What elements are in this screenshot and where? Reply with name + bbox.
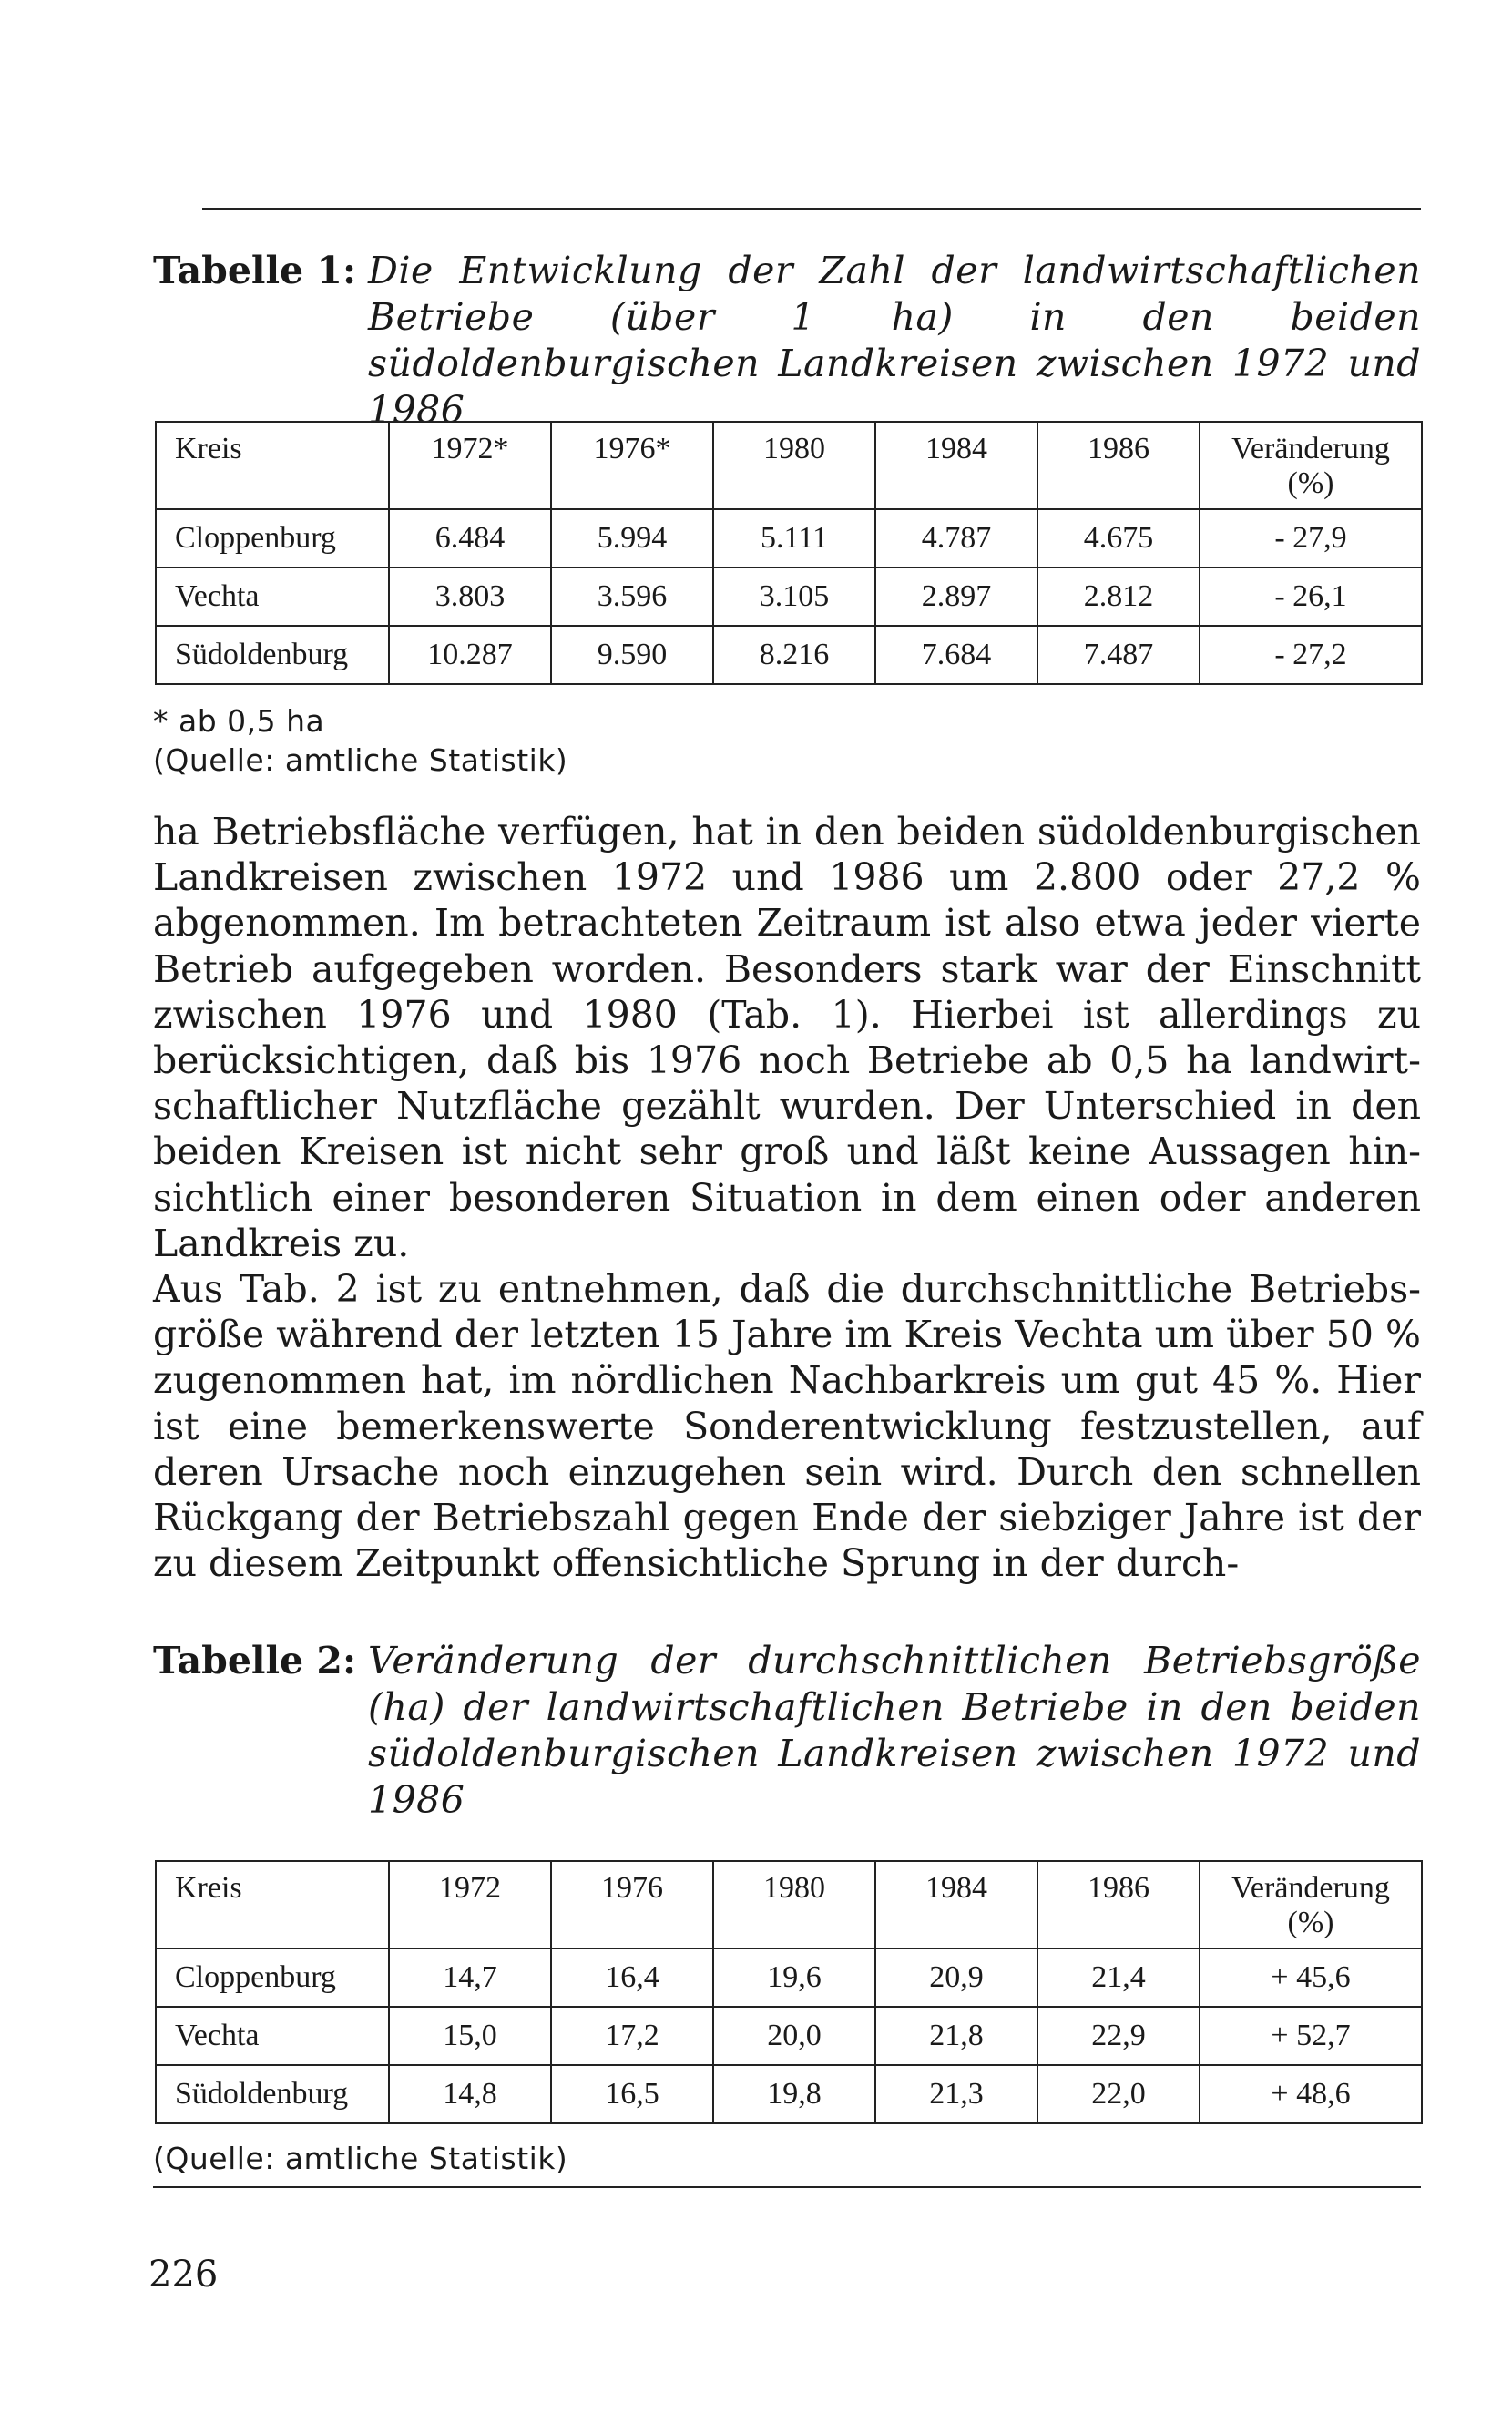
table2-title: Veränderung der durchschnittlichen Betriebsgröße (ha) der landwirtschaftlichen Betriebe in den beiden südoldenburgischen Landkreisen zwischen 1972 und 1986 [368,1639,1421,1822]
table-cell: 22,9 [1037,2007,1200,2065]
table-cell: 5.994 [551,509,713,568]
table-header-cell: 1980 [713,422,875,509]
table-header-cell: Kreis [156,1861,389,1948]
body-text [153,809,1421,1586]
table-cell: 2.812 [1037,568,1200,626]
table-cell: + 52,7 [1200,2007,1422,2065]
table-cell: 9.590 [551,626,713,684]
table-cell: 19,8 [713,2065,875,2123]
table-cell: 20,0 [713,2007,875,2065]
bottom-rule [153,2186,1421,2188]
table-cell: 17,2 [551,2007,713,2065]
paragraph: Aus Tab. 2 ist zu entnehmen, daß die durchschnittliche Betriebsgröße während der letzten 15 Jahre im Kreis Vechta um über 50 % zugenommen hat, im nördlichen Nachbarkreis um gut 45 %. Hier ist eine bemerkenswerte Sonderentwicklung festzustellen, auf deren Ursache noch einzugehen sein wird. Durch den schnellen Rückgang der Betriebszahl gegen Ende der siebziger Jahre ist der zu diesem Zeitpunkt offensichtliche Sprung in der durch- [153,1267,1421,1586]
table-header-cell: 1972 [389,1861,551,1948]
table-row [156,1948,1422,2007]
table-cell: 8.216 [713,626,875,684]
table-header-cell: Veränderung (%) [1200,1861,1422,1948]
table-row [156,568,1422,626]
table-cell: - 27,9 [1200,509,1422,568]
table-row [156,2065,1422,2123]
table-cell: 6.484 [389,509,551,568]
table-row [156,509,1422,568]
table-cell: Vechta [156,568,389,626]
table-cell: 3.596 [551,568,713,626]
table-cell: 3.803 [389,568,551,626]
table-cell: Cloppenburg [156,1948,389,2007]
table-cell: - 26,1 [1200,568,1422,626]
table1-footnote: * ab 0,5 ha [153,703,325,739]
table1-caption [153,248,1421,434]
paragraph: ha Betriebsfläche verfügen, hat in den beiden südoldenburgischen Landkreisen zwischen 1972 und 1986 um 2.800 oder 27,2 % abgenommen. Im betrachteten Zeitraum ist also etwa jeder vierte Betrieb aufgegeben worden. Besonders stark war der Einschnitt zwischen 1976 und 1980 (Tab. 1). Hierbei ist allerdings zu berücksichtigen, daß bis 1976 noch Betriebe ab 0,5 ha landwirtschaftlicher Nutzfläche gezählt wurden. Der Unterschied in den beiden Kreisen ist nicht sehr groß und läßt keine Aussagen hinsichtlich einer besonderen Situation in dem einen oder anderen Landkreis zu. [153,810,1421,1265]
table-cell: 3.105 [713,568,875,626]
table-cell: 19,6 [713,1948,875,2007]
table1-label: Tabelle 1: [153,249,357,292]
table2 [155,1860,1423,2124]
table-header-cell: 1976* [551,422,713,509]
table-cell: Cloppenburg [156,509,389,568]
table-cell: 7.684 [875,626,1037,684]
table-cell: Vechta [156,2007,389,2065]
table-cell: - 27,2 [1200,626,1422,684]
page-number: 226 [148,2254,219,2296]
table-cell: 7.487 [1037,626,1200,684]
table-cell: 14,7 [389,1948,551,2007]
table-cell: + 45,6 [1200,1948,1422,2007]
table-cell: 15,0 [389,2007,551,2065]
table-cell: 14,8 [389,2065,551,2123]
table-header-cell: Veränderung (%) [1200,422,1422,509]
table-row [156,2007,1422,2065]
table-header-cell: 1984 [875,1861,1037,1948]
table-cell: 16,4 [551,1948,713,2007]
table-cell: 22,0 [1037,2065,1200,2123]
table-cell: 5.111 [713,509,875,568]
table2-source: (Quelle: amtliche Statistik) [153,2141,568,2176]
table-cell: 4.675 [1037,509,1200,568]
table-cell: Südoldenburg [156,2065,389,2123]
table-cell: 10.287 [389,626,551,684]
table-cell: 21,4 [1037,1948,1200,2007]
table-header-cell: 1986 [1037,422,1200,509]
table1-title: Die Entwicklung der Zahl der landwirtschaftlichen Betriebe (über 1 ha) in den beiden südoldenburgischen Landkreisen zwischen 1972 und 1986 [368,249,1421,432]
table1 [155,421,1423,685]
table-cell: Südoldenburg [156,626,389,684]
table-header-cell: 1972* [389,422,551,509]
table1-header-row [156,422,1422,509]
table-row [156,626,1422,684]
table-header-cell: 1980 [713,1861,875,1948]
table-cell: 2.897 [875,568,1037,626]
table2-caption [153,1638,1421,1824]
table-cell: 16,5 [551,2065,713,2123]
top-rule [202,208,1421,210]
table-cell: 21,8 [875,2007,1037,2065]
table-cell: + 48,6 [1200,2065,1422,2123]
table-cell: 20,9 [875,1948,1037,2007]
table-header-cell: 1986 [1037,1861,1200,1948]
table2-header-row [156,1861,1422,1948]
table1-source: (Quelle: amtliche Statistik) [153,742,568,778]
table-cell: 21,3 [875,2065,1037,2123]
table-header-cell: Kreis [156,422,389,509]
table-cell: 4.787 [875,509,1037,568]
table-header-cell: 1976 [551,1861,713,1948]
table2-label: Tabelle 2: [153,1639,357,1682]
table-header-cell: 1984 [875,422,1037,509]
